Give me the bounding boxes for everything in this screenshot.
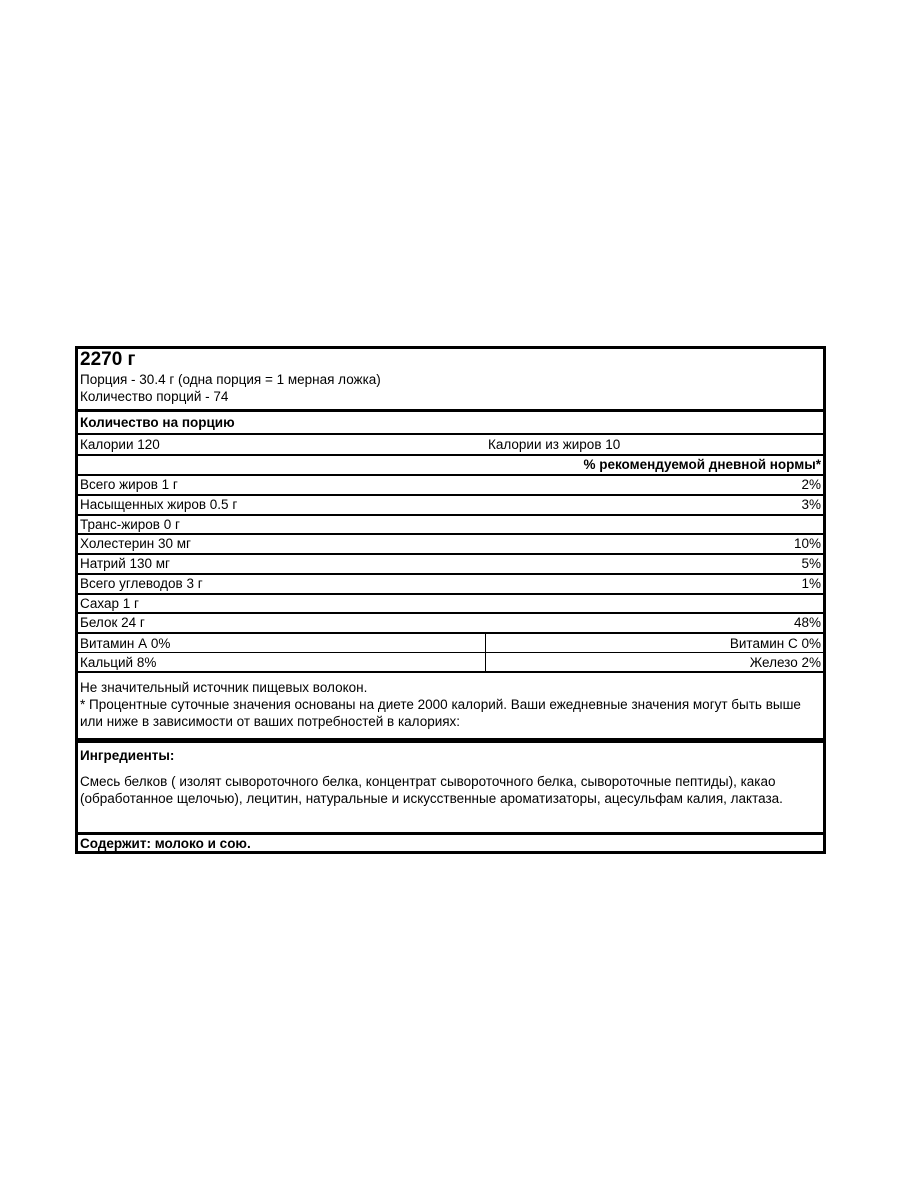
nutrient-dv: 48%	[793, 615, 821, 630]
nutrient-dv: 5%	[801, 556, 821, 571]
amount-per-serving: Количество на порцию	[80, 415, 235, 430]
nutrient-name: Насыщенных жиров 0.5 г	[80, 497, 238, 512]
nutrient-name: Всего жиров 1 г	[80, 477, 178, 492]
nutrient-row	[78, 574, 823, 593]
daily-value-header: % рекомендуемой дневной нормы*	[583, 457, 821, 472]
ingredients-heading: Ингредиенты:	[80, 748, 175, 763]
nutrient-row	[78, 515, 823, 534]
amount-per-serving-row	[78, 413, 823, 432]
nutrient-dv: 2%	[801, 477, 821, 492]
calories-row	[78, 435, 823, 454]
nutrient-name: Белок 24 г	[80, 615, 145, 630]
contains-row	[78, 834, 823, 853]
vitamin-c: Витамин С 0%	[729, 636, 821, 651]
nutrient-name: Холестерин 30 мг	[80, 536, 191, 551]
nutrient-dv: 3%	[801, 497, 821, 512]
nutrient-name: Натрий 130 мг	[80, 556, 170, 571]
nutrient-row	[78, 495, 823, 514]
nutrient-row	[78, 534, 823, 553]
mineral-row	[78, 653, 823, 672]
servings-count: Количество порций - 74	[80, 389, 229, 404]
product-weight: 2270 г	[80, 349, 136, 370]
nutrient-row	[78, 613, 823, 632]
label-header	[78, 349, 823, 409]
nutrient-dv: 10%	[793, 536, 821, 551]
nutrient-dv: 1%	[801, 576, 821, 591]
allergen-contains: Содержит: молоко и сою.	[80, 836, 251, 851]
ingredients-block	[80, 747, 819, 807]
nutrition-label	[75, 346, 826, 854]
vitamin-row	[78, 634, 823, 653]
daily-value-footnote: * Процентные суточные значения основаны на диете 2000 калорий. Ваши ежедневные значения могут быть выше или ниже в зависимости от ваших потребностей в калориях:	[80, 697, 801, 729]
divider	[78, 671, 823, 673]
calories-label: Калории 120	[80, 437, 160, 452]
nutrient-row	[78, 594, 823, 613]
notes-block	[80, 679, 819, 730]
serving-size: Порция - 30.4 г (одна порция = 1 мерная ложка)	[80, 372, 381, 387]
nutrient-name: Транс-жиров 0 г	[80, 517, 180, 532]
nutrient-row	[78, 554, 823, 573]
divider-thick	[78, 409, 823, 412]
daily-value-header-row	[78, 455, 823, 474]
nutrient-name: Всего углеводов 3 г	[80, 576, 203, 591]
fiber-note: Не значительный источник пищевых волокон.	[80, 680, 368, 695]
ingredients-text: Смесь белков ( изолят сывороточного белка, концентрат сывороточного белка, сывороточные пептиды), какао (обработанное щелочью), лецитин, натуральные и искусственные ароматизаторы, ацесульфам калия, лактаза.	[80, 774, 783, 806]
vitamin-a: Витамин А 0%	[80, 636, 171, 651]
nutrient-name: Сахар 1 г	[80, 596, 139, 611]
nutrient-row	[78, 475, 823, 494]
calories-from-fat: Калории из жиров 10	[488, 437, 621, 452]
divider-heavy	[78, 738, 823, 743]
calcium: Кальций 8%	[80, 655, 157, 670]
iron: Железо 2%	[749, 655, 821, 670]
column-divider	[485, 633, 486, 672]
